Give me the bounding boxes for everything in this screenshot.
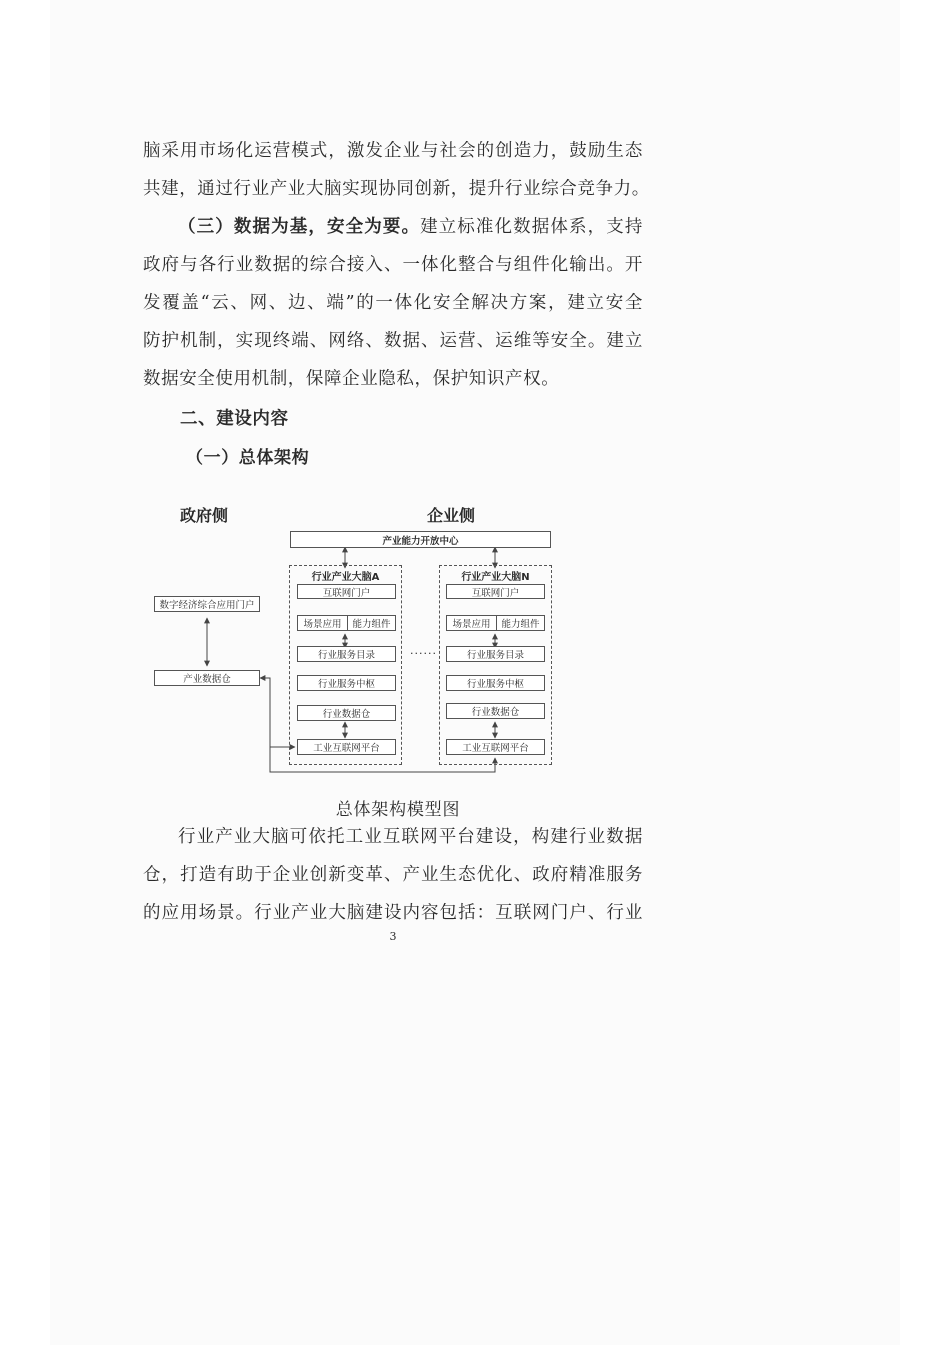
brain-n-service-hub: 行业服务中枢 <box>446 675 545 691</box>
paragraph-2-line: 防护机制，实现终端、网络、数据、运营、运维等安全。建立 <box>143 331 643 351</box>
paragraph-3 <box>143 818 643 932</box>
industry-brain-a-title: 行业产业大脑A <box>311 572 380 583</box>
brain-a-service-catalog: 行业服务目录 <box>297 646 396 662</box>
paragraph-3-line: 行业产业大脑可依托工业互联网平台建设，构建行业数据 <box>178 827 643 847</box>
paragraph-2-lead: （三）数据为基，安全为要。 <box>178 217 421 237</box>
subsection-heading: （一）总体架构 <box>186 448 310 468</box>
paragraph-1 <box>143 132 650 208</box>
page-number: 3 <box>389 930 397 943</box>
paragraph-2-line: 数据安全使用机制，保障企业隐私，保护知识产权。 <box>143 369 560 389</box>
brain-a-service-hub: 行业服务中枢 <box>297 675 396 691</box>
brain-a-internet-portal: 互联网门户 <box>297 584 396 599</box>
brain-a-capability-component: 能力组件 <box>347 615 396 631</box>
brain-n-scene-application: 场景应用 <box>446 615 497 631</box>
paragraph-2 <box>143 208 643 398</box>
brain-n-industrial-internet-platform: 工业互联网平台 <box>446 739 545 755</box>
brain-a-industrial-internet-platform: 工业互联网平台 <box>297 739 396 755</box>
paragraph-2-line: 发覆盖“云、网、边、端”的一体化安全解决方案，建立安全 <box>143 293 643 313</box>
digital-economy-portal-box: 数字经济综合应用门户 <box>154 596 260 612</box>
industry-brain-n-title: 行业产业大脑N <box>461 572 530 583</box>
figure-caption: 总体架构模型图 <box>335 800 461 820</box>
paragraph-1-line: 共建，通过行业产业大脑实现协同创新，提升行业综合竞争力。 <box>143 179 650 199</box>
paragraph-2-line <box>143 208 643 246</box>
brain-a-scene-application: 场景应用 <box>297 615 348 631</box>
paragraph-2-text: 建立标准化数据体系，支持 <box>420 217 643 237</box>
government-side-label: 政府侧 <box>180 506 229 525</box>
brain-n-internet-portal: 互联网门户 <box>446 584 545 599</box>
brain-n-service-catalog: 行业服务目录 <box>446 646 545 662</box>
brain-n-data-warehouse: 行业数据仓 <box>446 703 545 719</box>
section-heading: 二、建设内容 <box>180 409 289 429</box>
architecture-diagram <box>140 500 570 790</box>
industry-data-warehouse-box: 产业数据仓 <box>154 670 260 686</box>
brain-n-capability-component: 能力组件 <box>496 615 545 631</box>
ellipsis-separator: ...... <box>410 644 437 657</box>
capability-open-center-box: 产业能力开放中心 <box>290 531 551 548</box>
paragraph-3-line: 的应用场景。行业产业大脑建设内容包括：互联网门户、行业 <box>143 903 643 923</box>
paragraph-1-line: 脑采用市场化运营模式，激发企业与社会的创造力，鼓励生态 <box>143 141 643 161</box>
paragraph-2-line: 政府与各行业数据的综合接入、一体化整合与组件化输出。开 <box>143 255 643 275</box>
paragraph-3-line: 仓，打造有助于企业创新变革、产业生态优化、政府精准服务 <box>143 865 643 885</box>
enterprise-side-label: 企业侧 <box>427 506 476 525</box>
brain-a-data-warehouse: 行业数据仓 <box>297 705 396 721</box>
